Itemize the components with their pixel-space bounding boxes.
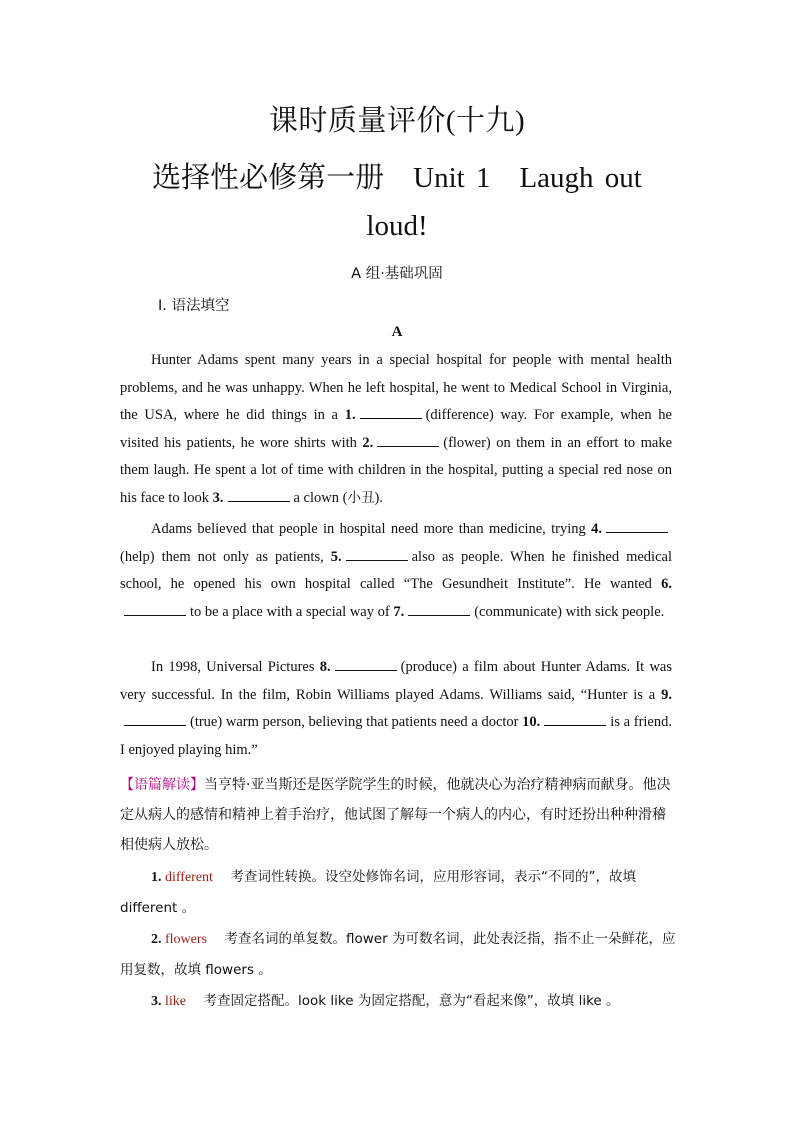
passage-analysis <box>120 770 674 860</box>
answer-blank <box>606 518 668 533</box>
blank-number: 9. <box>661 686 672 703</box>
answer-item: 3. like 考查固定搭配。look like 为固定搭配，意为“看起来像”，故填 like 。 <box>151 993 620 1009</box>
answer-blank <box>124 711 186 726</box>
blank-number: 1. <box>344 407 356 423</box>
blank-number: 5. <box>330 548 342 565</box>
answer-blank <box>544 711 606 726</box>
answer-explanation: 考查词性转换。设空处修饰名词，应用形容词，表示“不同的”，故填 different 。 <box>120 869 636 916</box>
answer-word: flowers <box>165 932 207 947</box>
answer-blank <box>360 404 422 419</box>
answer-explanation: 考查固定搭配。look like 为固定搭配，意为“看起来像”，故填 like 。 <box>203 993 620 1009</box>
blank-number: 2. <box>362 434 374 451</box>
blank-number: 4. <box>591 521 602 537</box>
answer-word: different <box>165 870 213 885</box>
answer-item: 2. flowers 考查名词的单复数。flower 为可数名词，此处表泛指，指不止一朵鲜花，应用复数，故填 flowers 。 <box>120 931 676 978</box>
answer-blank <box>346 546 408 561</box>
answer-explanation: 考查名词的单复数。flower 为可数名词，此处表泛指，指不止一朵鲜花，应用复数，故填 flowers 。 <box>120 931 676 978</box>
blank-number: 10. <box>522 714 541 730</box>
passage-label: A <box>391 324 403 340</box>
paragraph-2: Adams believed that people in hospital need more than medicine, trying 4.(help) them not only as patients, 5. also as people. When he finished medical school, he opened his own hospital called “The Gesundheit Institute”. He wanted 6.to be a place with a special way of 7. (communicate) with sick people. <box>120 516 672 626</box>
paragraph-3: In 1998, Universal Pictures 8. (produce) a film about Hunter Adams. It was very successful. In the film, Robin Williams played Adams. Williams said, “Hunter is a 9.(true) warm person, believing that patients need a doctor 10. is a friend. I enjoyed playing him.” <box>120 654 672 764</box>
answer-word: like <box>165 994 186 1009</box>
answer-blank <box>408 601 470 616</box>
analysis-text: 当亨特·亚当斯还是医学院学生的时候，他就决心为治疗精神病而献身。他决定从病人的感情和精神上着手治疗，他试图了解每一个病人的内心，有时还扮出种种滑稽相使病人放松。 <box>120 777 671 853</box>
blank-number: 8. <box>319 659 331 675</box>
page-subtitle: 选择性必修第一册 Unit 1 Laugh out <box>152 162 642 194</box>
answer-blank <box>124 601 186 616</box>
blank-number: 6. <box>661 576 672 592</box>
section-label: Ⅰ. 语法填空 <box>158 298 230 314</box>
group-label: A 组·基础巩固 <box>351 266 443 282</box>
paragraph-1: Hunter Adams spent many years in a special hospital for people with mental health problems, and he was unhappy. When he left hospital, he went to Medical School in Virginia, the USA, where he did things in a 1. (difference) way. For example, when he visited his patients, he wore shirts with 2. (flower) on them in an effort to make them laugh. He spent a lot of time with children in the hospital, putting a special red nose on his face to look 3. a clown (小丑). <box>120 352 673 506</box>
page-subtitle-continued: loud! <box>366 210 428 242</box>
blank-number: 7. <box>393 603 405 620</box>
blank-number: 3. <box>212 489 224 506</box>
analysis-tag: 【语篇解读】 <box>120 777 204 793</box>
answer-blank <box>377 432 439 447</box>
answer-blank <box>335 656 397 671</box>
answer-blank <box>228 487 290 502</box>
page-title: 课时质量评价(十九) <box>268 105 526 137</box>
answer-item: 1. different 考查词性转换。设空处修饰名词，应用形容词，表示“不同的”，故填 different 。 <box>120 869 636 916</box>
